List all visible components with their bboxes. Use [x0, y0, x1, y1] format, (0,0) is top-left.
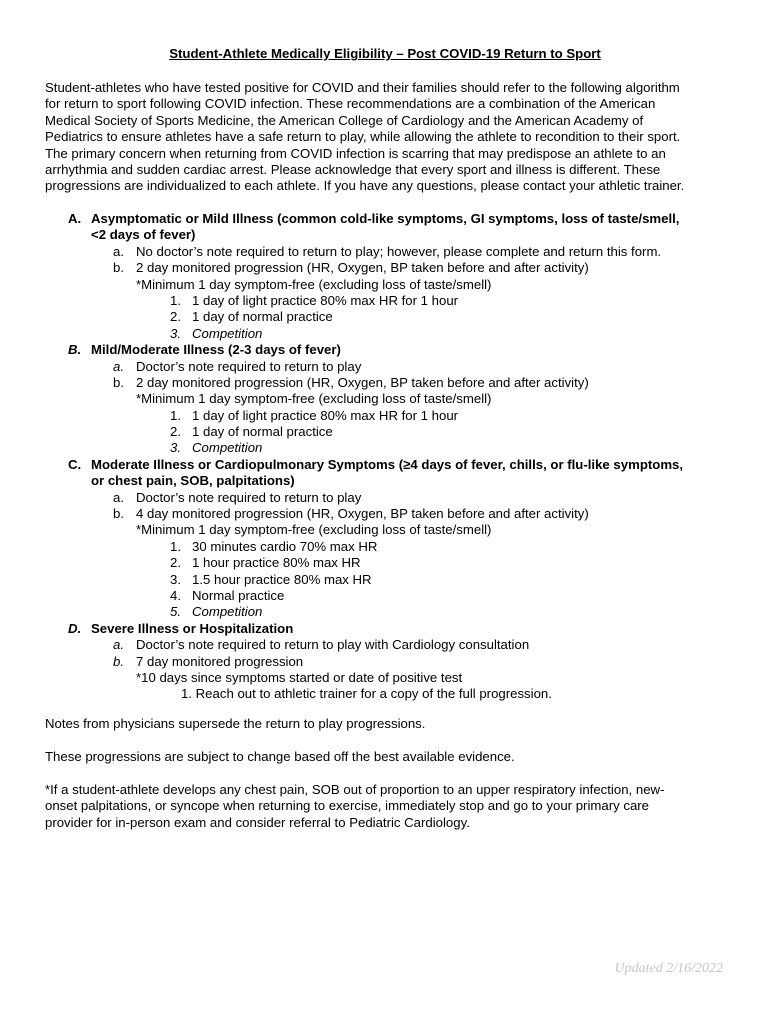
step-marker: 2. [170, 424, 181, 440]
item-marker: a. [113, 637, 124, 653]
requirement-note [0, 522, 770, 538]
section-marker: A. [68, 211, 82, 226]
section-heading-text: Asymptomatic or Mild Illness (common cold-like symptoms, GI symptoms, loss of taste/smell, [91, 211, 680, 226]
item-marker: b. [113, 260, 124, 276]
intro-line: Student-athletes who have tested positive for COVID and their families should refer to the following algorithm [45, 80, 680, 95]
section-heading [0, 457, 770, 473]
section-heading-continued [0, 227, 770, 243]
step-text: 1. Reach out to athletic trainer for a copy of the full progression. [181, 686, 552, 702]
step-marker: 3. [170, 325, 181, 341]
intro-paragraph [45, 80, 735, 195]
item-text: Doctor’s note required to return to play with Cardiology consultation [136, 637, 530, 653]
progression-step [0, 424, 770, 440]
intro-line: The primary concern when returning from COVID infection is scarring that may predispose an athlete to an [45, 145, 666, 161]
step-marker: 2. [170, 309, 181, 325]
section-heading-continued [0, 473, 770, 489]
intro-line: Medical Society of Sports Medicine, the American College of Cardiology and the American Academy of [45, 112, 644, 128]
item-text: Doctor’s note required to return to play [136, 489, 362, 505]
intro-line: for return to sport following COVID infection. These recommendations are a combination of the American [45, 96, 656, 112]
note-text: *Minimum 1 day symptom-free (excluding loss of taste/smell) [136, 391, 492, 407]
warning-line: provider for in-person exam and consider referral to Pediatric Cardiology. [45, 814, 470, 830]
progression-step [0, 326, 770, 342]
section-heading-text: Mild/Moderate Illness (2-3 days of fever) [91, 342, 341, 358]
intro-line: arrhythmia and sudden cardiac arrest. Please acknowledge that every sport and illness is different. These [45, 162, 661, 178]
step-text: Competition [192, 325, 263, 341]
step-text: 30 minutes cardio 70% max HR [192, 538, 378, 554]
step-marker: 3. [170, 440, 181, 456]
step-text: 1 day of normal practice [192, 424, 333, 440]
section-marker: C. [68, 456, 82, 472]
section-a [0, 211, 770, 342]
step-marker: 5. [170, 604, 181, 620]
section-heading [0, 342, 770, 358]
return-to-play-outline [0, 211, 770, 703]
progression-step [0, 555, 770, 571]
item-text: No doctor’s note required to return to play; however, please complete and return this form. [136, 243, 662, 259]
list-item [0, 244, 770, 260]
item-marker: a. [113, 489, 124, 505]
item-marker: b. [113, 653, 124, 669]
section-marker: B. [68, 342, 82, 358]
warning-line: *If a student-athlete develops any chest pain, SOB out of proportion to an upper respiratory infection, new- [45, 782, 665, 797]
note-text: *Minimum 1 day symptom-free (excluding loss of taste/smell) [136, 276, 492, 292]
section-b [0, 342, 770, 457]
section-heading-text: Severe Illness or Hospitalization [91, 620, 294, 636]
item-marker: a. [113, 243, 124, 259]
list-item [0, 260, 770, 276]
list-item [0, 506, 770, 522]
requirement-note [0, 277, 770, 293]
updated-date: Updated 2/16/2022 [614, 961, 723, 976]
section-heading-text: or chest pain, SOB, palpitations) [91, 473, 295, 489]
step-marker: 3. [170, 571, 181, 587]
physician-notes: Notes from physicians supersede the return to play progressions. [45, 716, 426, 731]
progression-step [0, 408, 770, 424]
intro-line: Pediatrics to ensure athletes have a safe return to play, while allowing the athlete to recondition to their sport. [45, 129, 681, 145]
step-text: 1 day of normal practice [192, 309, 333, 325]
item-text: 7 day monitored progression [136, 653, 304, 669]
step-text: 1 day of light practice 80% max HR for 1 hour [192, 292, 459, 308]
warning-line: onset palpitations, or syncope when returning to exercise, immediately stop and go to your primary care [45, 798, 650, 814]
step-text: 1.5 hour practice 80% max HR [192, 571, 372, 587]
section-heading [0, 211, 770, 227]
item-marker: b. [113, 506, 124, 522]
step-text: Normal practice [192, 587, 285, 603]
change-notice: These progressions are subject to change based off the best available evidence. [45, 749, 515, 764]
list-item [0, 359, 770, 375]
progression-step [0, 293, 770, 309]
progression-step [0, 588, 770, 604]
intro-line: progressions are individualized to each athlete. If you have any questions, please contact your athletic trainer. [45, 178, 685, 194]
step-text: 1 day of light practice 80% max HR for 1 hour [192, 407, 459, 423]
progression-step [0, 572, 770, 588]
item-text: Doctor’s note required to return to play [136, 358, 362, 374]
step-marker: 2. [170, 555, 181, 571]
item-text: 4 day monitored progression (HR, Oxygen, BP taken before and after activity) [136, 506, 589, 522]
step-text: Competition [192, 604, 263, 620]
step-marker: 4. [170, 587, 181, 603]
warning-paragraph [45, 782, 735, 831]
section-heading-text: <2 days of fever) [91, 227, 196, 243]
progression-step [0, 309, 770, 325]
note-text: *Minimum 1 day symptom-free (excluding loss of taste/smell) [136, 522, 492, 538]
progression-step [0, 440, 770, 456]
section-marker: D. [68, 620, 82, 636]
step-marker: 1. [170, 538, 181, 554]
section-heading-text: Moderate Illness or Cardiopulmonary Symptoms (≥4 days of fever, chills, or flu-like symptoms, [91, 456, 684, 472]
note-text: *10 days since symptoms started or date of positive test [136, 669, 463, 685]
section-heading [0, 621, 770, 637]
list-item [0, 375, 770, 391]
progression-step [0, 539, 770, 555]
section-d [0, 621, 770, 703]
document-title: Student-Athlete Medically Eligibility – Post COVID-19 Return to Sport [169, 46, 601, 61]
requirement-note [0, 670, 770, 686]
step-text: Competition [192, 440, 263, 456]
item-marker: a. [113, 358, 124, 374]
item-text: 2 day monitored progression (HR, Oxygen, BP taken before and after activity) [136, 260, 589, 276]
item-text: 2 day monitored progression (HR, Oxygen, BP taken before and after activity) [136, 374, 589, 390]
progression-step [0, 686, 770, 702]
item-marker: b. [113, 374, 124, 390]
list-item [0, 637, 770, 653]
step-text: 1 hour practice 80% max HR [192, 555, 361, 571]
list-item [0, 490, 770, 506]
step-marker: 1. [170, 407, 181, 423]
section-c [0, 457, 770, 621]
step-marker: 1. [170, 292, 181, 308]
progression-step [0, 604, 770, 620]
list-item [0, 654, 770, 670]
requirement-note [0, 391, 770, 407]
